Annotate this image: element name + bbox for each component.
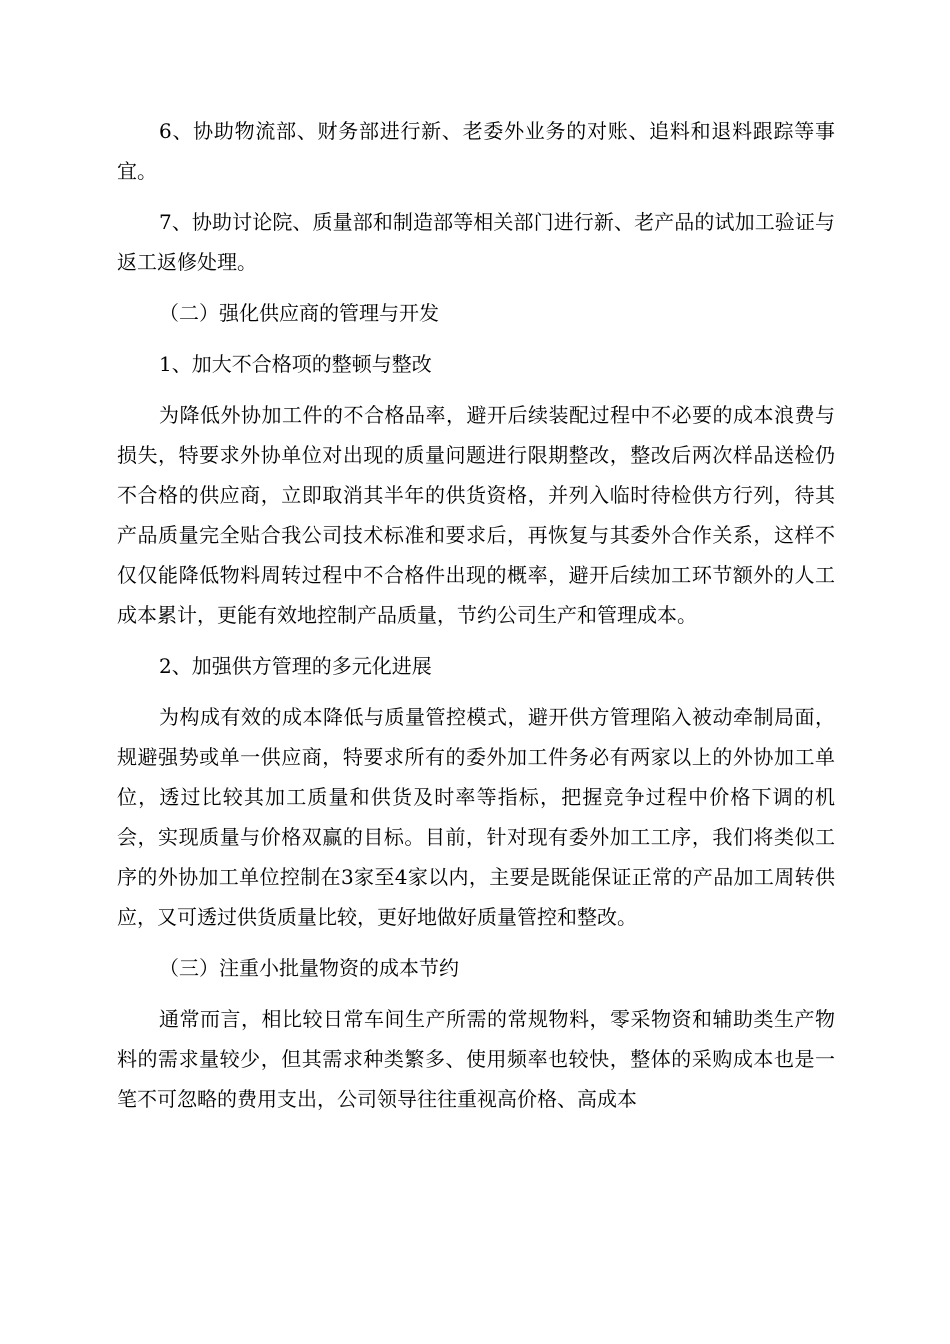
subsection-heading-2: 2、加强供方管理的多元化进展 [159,654,432,678]
list-item-7: 7、协助讨论院、质量部和制造部等相关部门进行新、老产品的试加工验证与返工返修处理。 [117,210,835,274]
body-paragraph: 通常而言，相比较日常车间生产所需的常规物料，零采物资和辅助类生产物料的需求量较少，但其需求种类繁多、使用频率也较快，整体的采购成本也是一笔不可忽略的费用支出，公司领导往往重视高价格、高成本 [117,1007,835,1111]
section-heading-3: （三）注重小批量物资的成本节约 [159,956,459,980]
document-body [117,111,835,1130]
body-paragraph: 为降低外协加工件的不合格品率，避开后续装配过程中不必要的成本浪费与损失，特要求外协单位对出现的质量问题进行限期整改，整改后两次样品送检仍不合格的供应商，立即取消其半年的供货资格，并列入临时待检供方行列，待其产品质量完全贴合我公司技术标准和要求后，再恢复与其委外合作关系，这样不仅仅能降低物料周转过程中不合格件出现的概率，避开后续加工环节额外的人工成本累计，更能有效地控制产品质量，节约公司生产和管理成本。 [117,403,835,627]
list-item-6: 6、协助物流部、财务部进行新、老委外业务的对账、追料和退料跟踪等事宜。 [117,119,835,183]
subsection-heading-1: 1、加大不合格项的整顿与整改 [159,352,432,376]
body-paragraph: 为构成有效的成本降低与质量管控模式，避开供方管理陷入被动牵制局面，规避强势或单一供应商，特要求所有的委外加工件务必有两家以上的外协加工单位，透过比较其加工质量和供货及时率等指标，把握竞争过程中价格下调的机会，实现质量与价格双赢的目标。目前，针对现有委外加工工序，我们将类似工序的外协加工单位控制在3家至4家以内，主要是既能保证正常的产品加工周转供应，又可透过供货质量比较，更好地做好质量管控和整改。 [117,705,835,929]
section-heading-2: （二）强化供应商的管理与开发 [159,301,439,325]
